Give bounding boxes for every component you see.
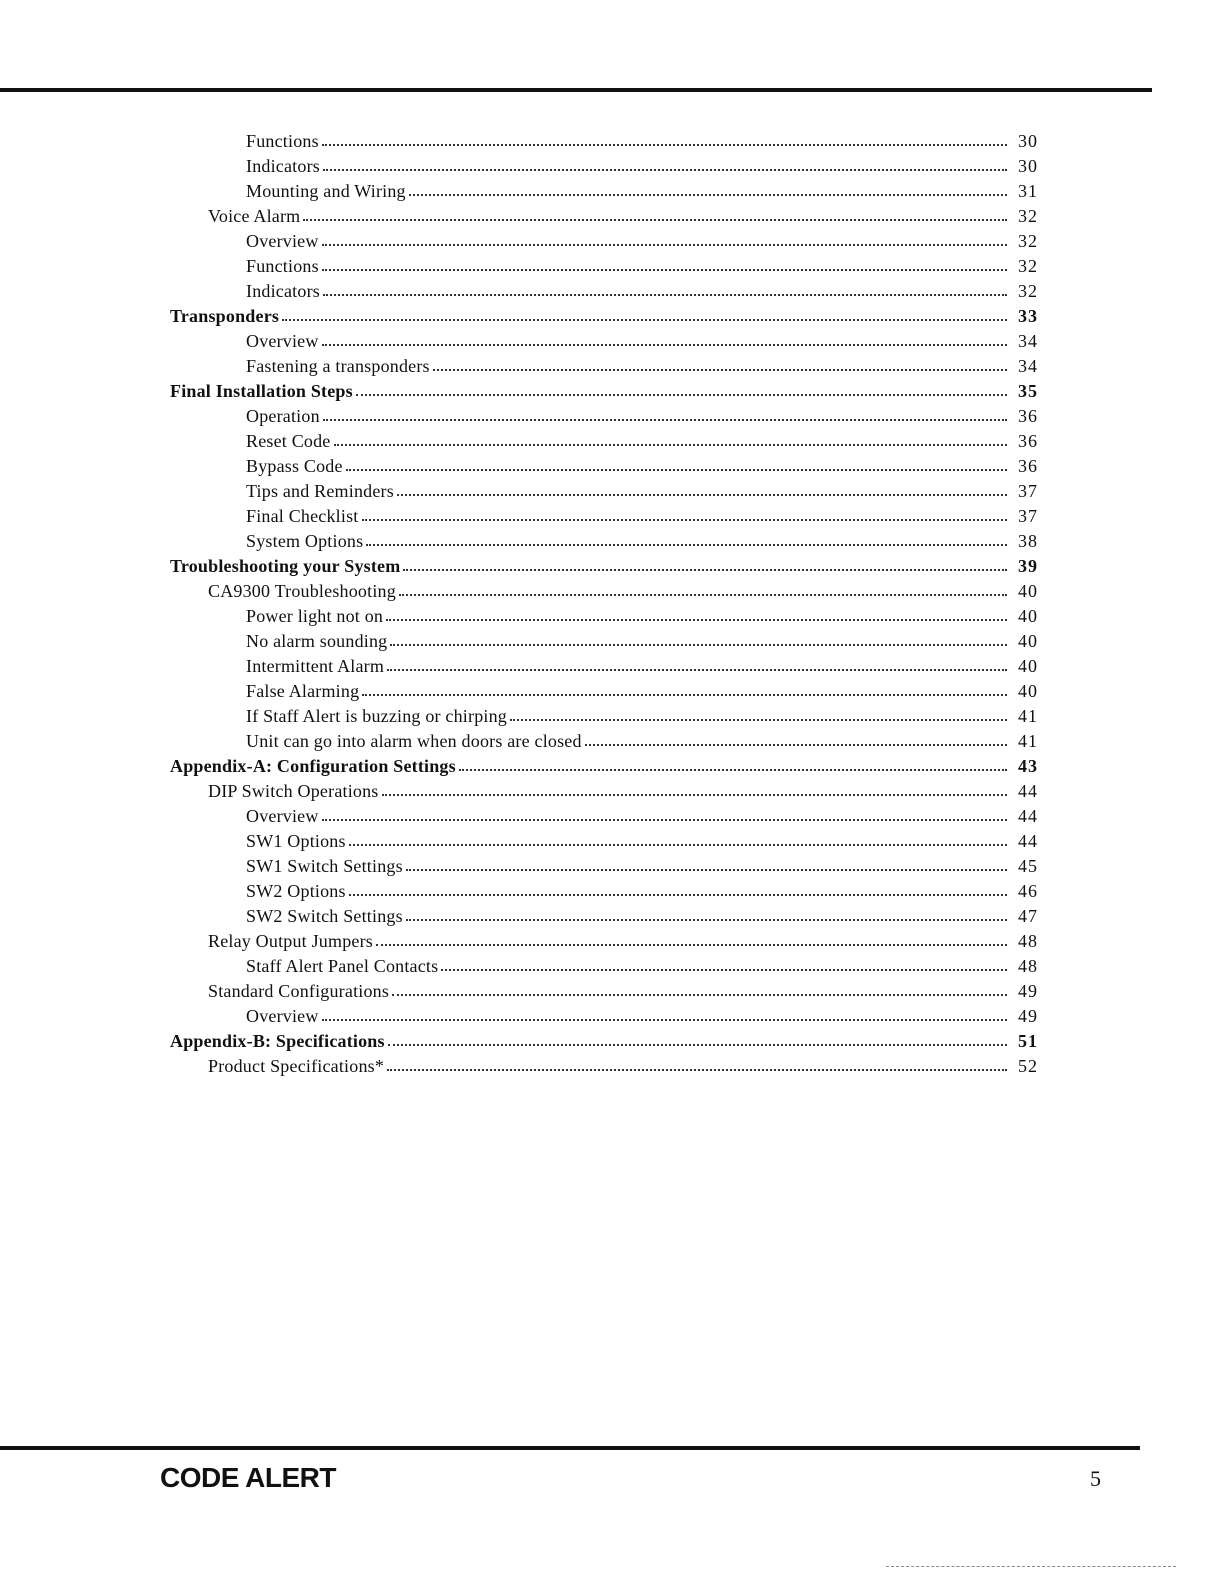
- toc-entry: [0, 676, 1224, 701]
- toc-entry: [0, 351, 1224, 376]
- toc-entry-page: 30: [1018, 156, 1038, 176]
- toc-entry-page: 40: [1018, 681, 1038, 701]
- toc-entry-page: 41: [1018, 706, 1038, 726]
- toc-entry-title: Mounting and Wiring: [246, 181, 406, 201]
- code-alert-logo: CODE ALERT: [160, 1462, 336, 1493]
- toc-entry-page: 40: [1018, 606, 1038, 626]
- toc-entry: [0, 176, 1224, 201]
- toc-entry-page: 45: [1018, 856, 1038, 876]
- toc-entry-title: Staff Alert Panel Contacts: [246, 956, 439, 976]
- toc-leader-dots: [406, 869, 1007, 871]
- toc-entry-page: 37: [1018, 506, 1038, 526]
- toc-entry-page: 47: [1018, 906, 1038, 926]
- toc-entry-title: Power light not on: [246, 606, 384, 626]
- table-of-contents: [0, 126, 1224, 1076]
- toc-entry-title: Overview: [246, 231, 319, 251]
- toc-entry: [0, 626, 1224, 651]
- toc-leader-dots: [323, 419, 1007, 421]
- toc-leader-dots: [282, 319, 1007, 321]
- header-rule: [0, 88, 1152, 92]
- toc-entry: [0, 901, 1224, 926]
- toc-entry-title: If Staff Alert is buzzing or chirping: [246, 706, 508, 726]
- toc-leader-dots: [510, 719, 1007, 721]
- toc-entry: [0, 226, 1224, 251]
- toc-leader-dots: [387, 1069, 1007, 1071]
- toc-entry-page: 32: [1018, 281, 1038, 301]
- toc-entry: [0, 851, 1224, 876]
- toc-entry: [0, 926, 1224, 951]
- toc-entry-title: Final Installation Steps: [170, 381, 353, 401]
- toc-entry-title: Overview: [246, 331, 319, 351]
- toc-entry-page: 35: [1018, 381, 1038, 401]
- toc-entry: [0, 276, 1224, 301]
- toc-leader-dots: [399, 594, 1007, 596]
- toc-entry-title: Product Specifications*: [208, 1056, 385, 1076]
- toc-entry-title: Voice Alarm: [208, 206, 301, 226]
- toc-entry-page: 49: [1018, 981, 1038, 1001]
- toc-leader-dots: [433, 369, 1007, 371]
- toc-entry-title: CA9300 Troubleshooting: [208, 581, 396, 601]
- toc-entry: [0, 126, 1224, 151]
- toc-entry-title: Bypass Code: [246, 456, 343, 476]
- toc-entry-page: 38: [1018, 531, 1038, 551]
- toc-entry: [0, 876, 1224, 901]
- toc-entry-title: Indicators: [246, 281, 320, 301]
- toc-entry-title: Relay Output Jumpers: [208, 931, 373, 951]
- toc-entry: [0, 376, 1224, 401]
- toc-leader-dots: [349, 894, 1007, 896]
- toc-leader-dots: [459, 769, 1007, 771]
- toc-entry: [0, 551, 1224, 576]
- toc-entry-page: 49: [1018, 1006, 1038, 1026]
- toc-entry-title: No alarm sounding: [246, 631, 388, 651]
- toc-leader-dots: [386, 619, 1007, 621]
- toc-entry: [0, 1051, 1224, 1076]
- toc-entry-page: 46: [1018, 881, 1038, 901]
- toc-entry: [0, 751, 1224, 776]
- toc-entry-title: Functions: [246, 131, 319, 151]
- toc-entry-title: SW1 Options: [246, 831, 346, 851]
- toc-entry: [0, 976, 1224, 1001]
- toc-entry: [0, 576, 1224, 601]
- footer-rule: [0, 1446, 1140, 1450]
- toc-leader-dots: [322, 144, 1007, 146]
- toc-leader-dots: [387, 669, 1007, 671]
- toc-entry-title: Standard Configurations: [208, 981, 390, 1001]
- toc-entry-title: Fastening a transponders: [246, 356, 430, 376]
- toc-entry-title: System Options: [246, 531, 364, 551]
- scan-artifact-line: [886, 1566, 1176, 1567]
- toc-entry: [0, 251, 1224, 276]
- toc-entry-title: Appendix-B: Specifications: [170, 1031, 385, 1051]
- toc-entry: [0, 601, 1224, 626]
- toc-leader-dots: [585, 744, 1007, 746]
- toc-entry-title: SW2 Options: [246, 881, 346, 901]
- toc-entry-title: DIP Switch Operations: [208, 781, 379, 801]
- toc-leader-dots: [322, 269, 1007, 271]
- toc-entry: [0, 501, 1224, 526]
- toc-leader-dots: [322, 244, 1007, 246]
- toc-leader-dots: [388, 1044, 1007, 1046]
- toc-entry: [0, 301, 1224, 326]
- toc-entry-page: 51: [1018, 1031, 1038, 1051]
- toc-leader-dots: [409, 194, 1007, 196]
- toc-entry-title: Indicators: [246, 156, 320, 176]
- toc-entry-title: Overview: [246, 1006, 319, 1026]
- toc-entry-page: 40: [1018, 631, 1038, 651]
- toc-entry-page: 30: [1018, 131, 1038, 151]
- toc-entry: [0, 426, 1224, 451]
- toc-leader-dots: [362, 694, 1007, 696]
- toc-leader-dots: [403, 569, 1007, 571]
- toc-leader-dots: [382, 794, 1007, 796]
- toc-entry-page: 39: [1018, 556, 1038, 576]
- toc-leader-dots: [376, 944, 1007, 946]
- toc-entry-title: Appendix-A: Configuration Settings: [170, 756, 456, 776]
- toc-entry: [0, 826, 1224, 851]
- toc-entry-title: Tips and Reminders: [246, 481, 394, 501]
- toc-leader-dots: [346, 469, 1007, 471]
- toc-entry-title: Reset Code: [246, 431, 331, 451]
- toc-leader-dots: [322, 344, 1007, 346]
- toc-entry-page: 48: [1018, 956, 1038, 976]
- toc-leader-dots: [397, 494, 1007, 496]
- toc-entry: [0, 651, 1224, 676]
- toc-entry-page: 40: [1018, 581, 1038, 601]
- toc-leader-dots: [349, 844, 1007, 846]
- toc-entry-title: Unit can go into alarm when doors are closed: [246, 731, 582, 751]
- toc-entry: [0, 801, 1224, 826]
- page-number: 5: [1090, 1466, 1101, 1491]
- toc-entry: [0, 151, 1224, 176]
- toc-entry-page: 43: [1018, 756, 1038, 776]
- toc-entry: [0, 476, 1224, 501]
- toc-entry-page: 37: [1018, 481, 1038, 501]
- toc-entry-page: 41: [1018, 731, 1038, 751]
- toc-entry-page: 34: [1018, 356, 1038, 376]
- toc-entry: [0, 201, 1224, 226]
- toc-entry-page: 44: [1018, 831, 1038, 851]
- toc-entry-page: 36: [1018, 456, 1038, 476]
- toc-leader-dots: [322, 819, 1007, 821]
- toc-entry-page: 32: [1018, 206, 1038, 226]
- toc-entry-page: 33: [1018, 306, 1038, 326]
- toc-entry-page: 32: [1018, 256, 1038, 276]
- toc-entry: [0, 1026, 1224, 1051]
- toc-entry-title: False Alarming: [246, 681, 360, 701]
- toc-entry: [0, 1001, 1224, 1026]
- toc-entry-page: 44: [1018, 781, 1038, 801]
- toc-entry: [0, 326, 1224, 351]
- toc-entry-title: Troubleshooting your System: [170, 556, 401, 576]
- toc-entry-page: 36: [1018, 431, 1038, 451]
- toc-leader-dots: [322, 1019, 1007, 1021]
- toc-leader-dots: [441, 969, 1007, 971]
- toc-entry-title: Intermittent Alarm: [246, 656, 385, 676]
- toc-entry: [0, 726, 1224, 751]
- toc-leader-dots: [390, 644, 1007, 646]
- toc-leader-dots: [334, 444, 1008, 446]
- toc-entry-title: Overview: [246, 806, 319, 826]
- toc-entry-page: 36: [1018, 406, 1038, 426]
- toc-entry-page: 31: [1018, 181, 1038, 201]
- toc-leader-dots: [392, 994, 1007, 996]
- toc-leader-dots: [323, 294, 1007, 296]
- toc-entry-page: 44: [1018, 806, 1038, 826]
- toc-entry: [0, 451, 1224, 476]
- toc-leader-dots: [303, 219, 1007, 221]
- toc-entry: [0, 776, 1224, 801]
- toc-entry-title: SW2 Switch Settings: [246, 906, 403, 926]
- toc-entry-page: 52: [1018, 1056, 1038, 1076]
- toc-leader-dots: [366, 544, 1007, 546]
- toc-leader-dots: [406, 919, 1007, 921]
- toc-leader-dots: [356, 394, 1007, 396]
- toc-entry-page: 32: [1018, 231, 1038, 251]
- toc-leader-dots: [323, 169, 1007, 171]
- toc-entry: [0, 701, 1224, 726]
- toc-entry-title: Functions: [246, 256, 319, 276]
- toc-entry: [0, 951, 1224, 976]
- toc-entry: [0, 526, 1224, 551]
- toc-entry-page: 40: [1018, 656, 1038, 676]
- toc-entry-title: Final Checklist: [246, 506, 359, 526]
- toc-entry-title: Operation: [246, 406, 320, 426]
- toc-entry-page: 48: [1018, 931, 1038, 951]
- toc-entry-title: Transponders: [170, 306, 280, 326]
- toc-entry-page: 34: [1018, 331, 1038, 351]
- toc-entry: [0, 401, 1224, 426]
- toc-entry-title: SW1 Switch Settings: [246, 856, 403, 876]
- toc-leader-dots: [362, 519, 1008, 521]
